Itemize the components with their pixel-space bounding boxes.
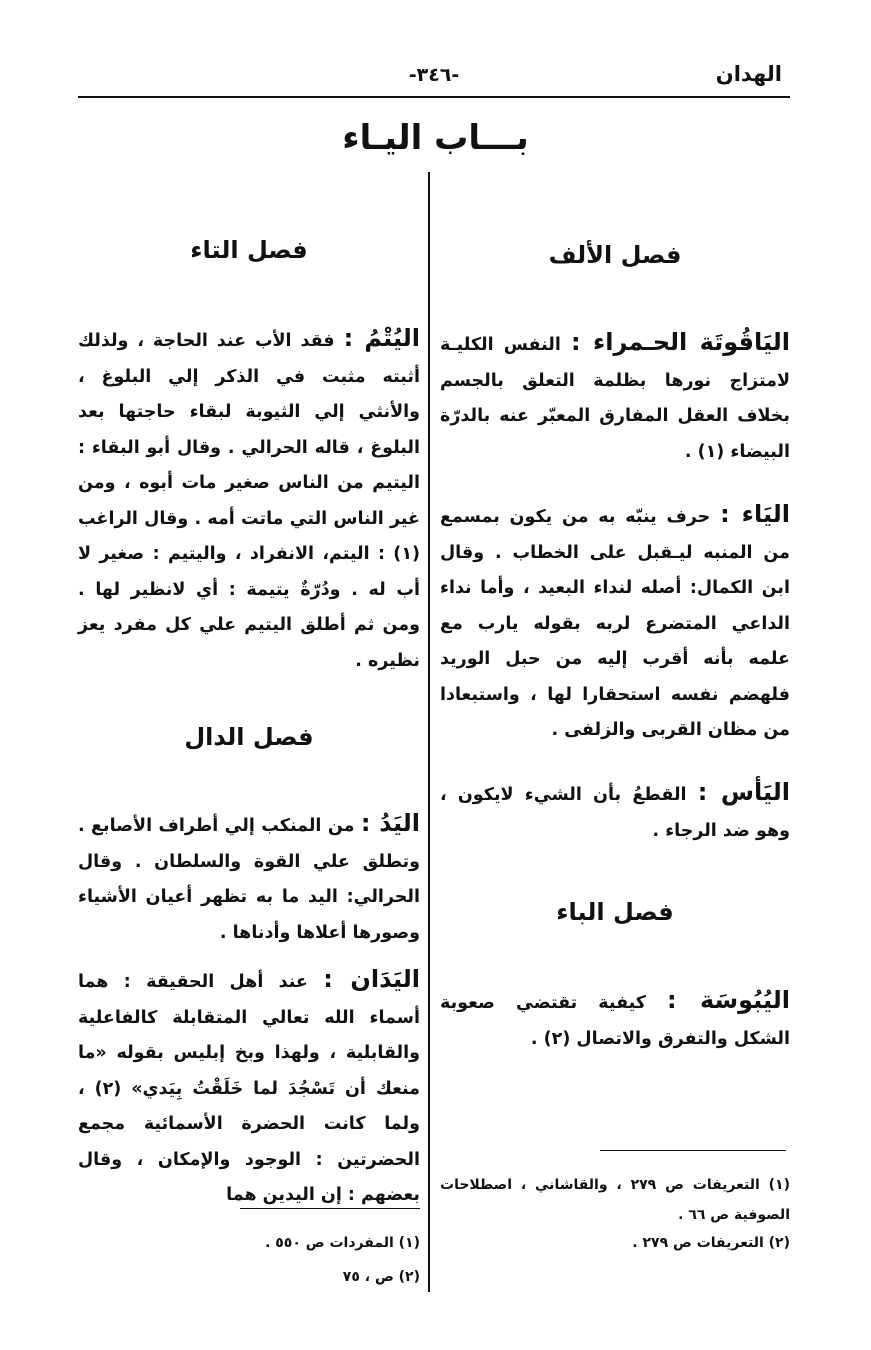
section-heading-alif: فصل الألف [548, 241, 682, 269]
footnote-1: (١) المفردات ص ٥٥٠ . [265, 1235, 420, 1251]
section-heading-ta: فصل التاء [190, 236, 308, 264]
page-header [78, 58, 790, 96]
entry-yubusa [440, 983, 790, 1057]
entry-text: القطعُ بأن الشيء لايكون ، وهو ضد الرجاء . [440, 785, 790, 841]
footnote-rule [600, 1150, 786, 1151]
entry-text: فقد الأب عند الحاجة ، ولذلك أثبته مثبت في الذكر إلي البلوغ ، والأنثي إلي الثيوبة لبقاء حاجتها بعد البلوغ ، قاله الحرالي . وقال أبو البقاء : اليتيم من الناس صغير مات أبوه ، ومن غير الناس التي ماتت أمه . وقال الراغب (١) : اليتم، الانفراد ، واليتيم : صغير لا أب له . ودُرّةٌ يتيمة : أي لانظير لها . ومن ثم أطلق اليتيم علي كل مفرد يعز نظيره . [78, 331, 420, 671]
page-number: -٣٤٦- [408, 64, 460, 86]
entry-term: اليُبُوسَة : [667, 986, 790, 1014]
entry-yaqut [440, 325, 790, 470]
entry-term: اليَاء : [720, 500, 790, 528]
section-heading-dal: فصل الدال [184, 723, 314, 751]
section-heading-ba: فصل الباء [556, 898, 674, 926]
running-title: الهدان [715, 62, 782, 86]
footnote-2: (٢) ص ، ٧٥ [342, 1269, 420, 1285]
entry-text: عند أهل الحقيقة : هما أسماء الله تعالي المتقابلة كالفاعلية والقابلية ، ولهذا وبخ إبليس بقوله «ما منعك أن تَسْجُدَ لما خَلَقْتُ بِيَدي» (٢) ، ولما كانت الحضرة الأسمائية مجمع الحضرتين : الوجود والإمكان ، وقال بعضهم : إن اليدين هما [78, 972, 420, 1205]
entry-text: النفس الكليـة لامتزاج نورها بظلمة التعلق بالجسم بخلاف العقل المفارق المعبّر عنه بالدرّة البيضاء (١) . [440, 335, 790, 462]
chapter-title: بـــاب اليـاء [342, 118, 529, 158]
footnote-2: (٢) التعريفات ص ٢٧٩ . [632, 1235, 790, 1251]
entry-yad [78, 806, 420, 951]
entry-term: اليَدُ : [360, 809, 420, 837]
entry-text: كيفية تقتضي صعوبة الشكل والتفرق والاتصال (٢) . [440, 993, 790, 1049]
entry-yaas [440, 775, 790, 849]
footnote-rule [240, 1208, 420, 1209]
entry-term: اليَدَان : [323, 965, 420, 993]
entry-term: اليَاقُوتَة الحـمراء : [570, 328, 791, 356]
entry-text: حرف ينبّه به من يكون بمسمع من المنبه ليـقبل على الخطاب . وقال ابن الكمال: أصله لنداء البعيد ، وأما نداء الداعي المتضرع لربه بقوله يارب مع علمه بأنه أقرب إليه من حبل الوريد فلهضم نفسه استحقارا لها ، واستبعادا من مظان القربى والزلفى . [440, 507, 790, 740]
footnote-1: (١) التعريفات ص ٢٧٩ ، والقاشاني ، اصطلاحات الصوفية ص ٦٦ . [440, 1177, 790, 1223]
entry-term: اليُتْمُ : [343, 324, 420, 352]
entry-ya [440, 497, 790, 749]
header-rule [78, 96, 790, 98]
column-divider [428, 172, 430, 1292]
entry-yutm [78, 321, 420, 679]
entry-text: من المنكب إلي أطراف الأصابع . وتطلق علي القوة والسلطان . وقال الحرالي: اليد ما به تظهر أعيان الأشياء وصورها أعلاها وأدناها . [78, 816, 420, 943]
entry-term: اليَأس : [697, 778, 790, 806]
entry-yadan [78, 962, 420, 1214]
